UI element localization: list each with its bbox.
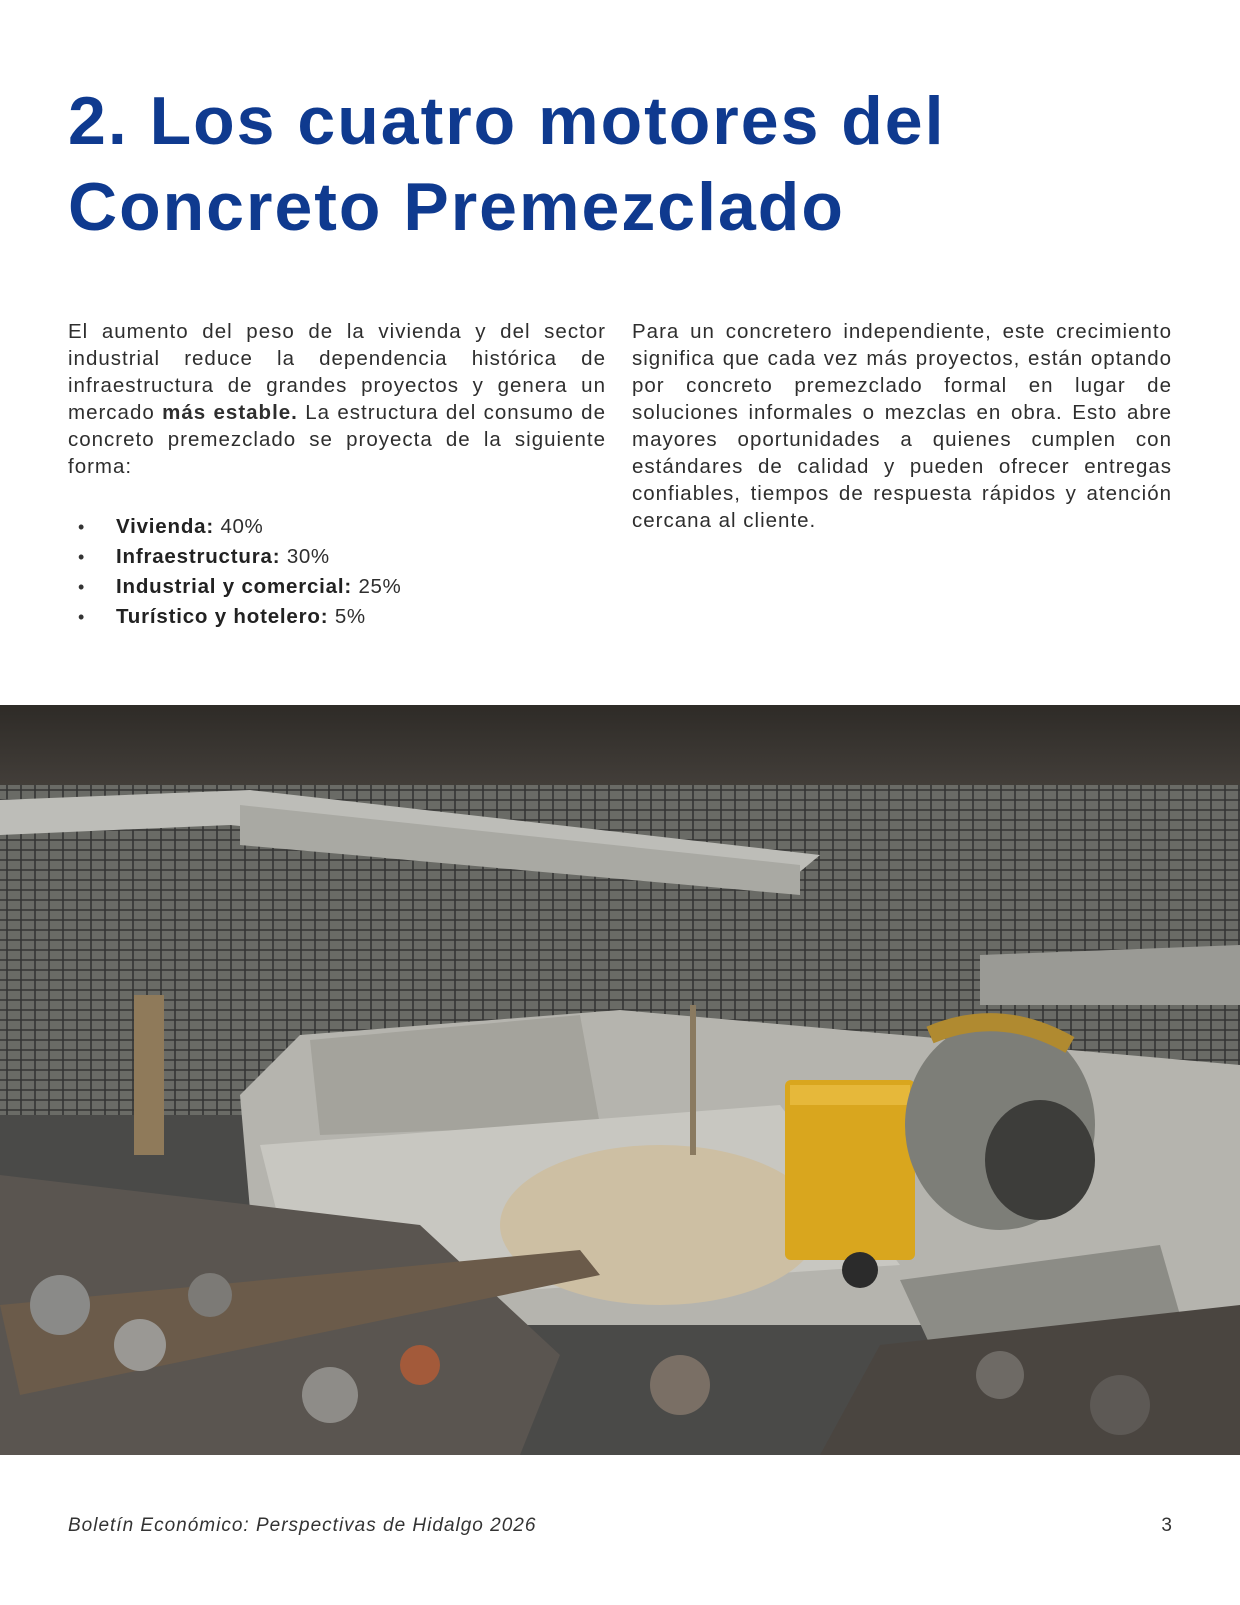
left-paragraph-bold: más estable. [162, 401, 298, 424]
construction-site-photo [0, 705, 1240, 1455]
page-number: 3 [1161, 1515, 1172, 1536]
list-item-label: Turístico y hotelero [116, 605, 321, 628]
list-item: • Turístico y hotelero : 5% [78, 602, 401, 632]
bullet-icon: • [78, 517, 85, 537]
list-item-label: Infraestructura [116, 545, 273, 568]
left-paragraph-end: La estructura del consumo de concreto premezclado se proyecta de la siguiente forma: [68, 401, 606, 478]
footer-publication: Boletín Económico: Perspectivas de Hidalgo 2026 [68, 1515, 537, 1536]
consumption-list [78, 512, 401, 632]
left-column [68, 318, 606, 480]
list-item-value: 40% [220, 515, 264, 538]
left-paragraph-start: El aumento del peso de la vivienda y del sector industrial reduce la dependencia histórica de infraestructura de grandes proyectos y genera un mercado [68, 320, 606, 424]
bullet-icon: • [78, 547, 85, 567]
page-title [68, 78, 1168, 250]
list-item: • Infraestructura : 30% [78, 542, 401, 572]
list-item-label: Industrial y comercial [116, 575, 345, 598]
list-item-value: 30% [286, 545, 330, 568]
list-item: • Industrial y comercial : 25% [78, 572, 401, 602]
right-paragraph: Para un concretero independiente, este crecimiento significa que cada vez más proyectos, están optando por concreto premezclado formal en lugar de soluciones informales o mezclas en obra. Esto abre mayores oportunidades a quienes cumplen con estándares de calidad y pueden ofrecer entregas confiables, tiempos de respuesta rápidos y atención cercana al cliente. [632, 320, 1172, 532]
list-item: • Vivienda : 40% [78, 512, 401, 542]
right-column [632, 318, 1172, 534]
bullet-icon: • [78, 607, 85, 627]
page-title-line-1: 2. Los cuatro motores del [68, 83, 946, 159]
left-paragraph [68, 318, 606, 480]
list-item-value: 25% [358, 575, 402, 598]
bullet-icon: • [78, 577, 85, 597]
page-title-line-2: Concreto Premezclado [68, 169, 845, 245]
list-item-value: 5% [334, 605, 366, 628]
list-item-label: Vivienda [116, 515, 207, 538]
